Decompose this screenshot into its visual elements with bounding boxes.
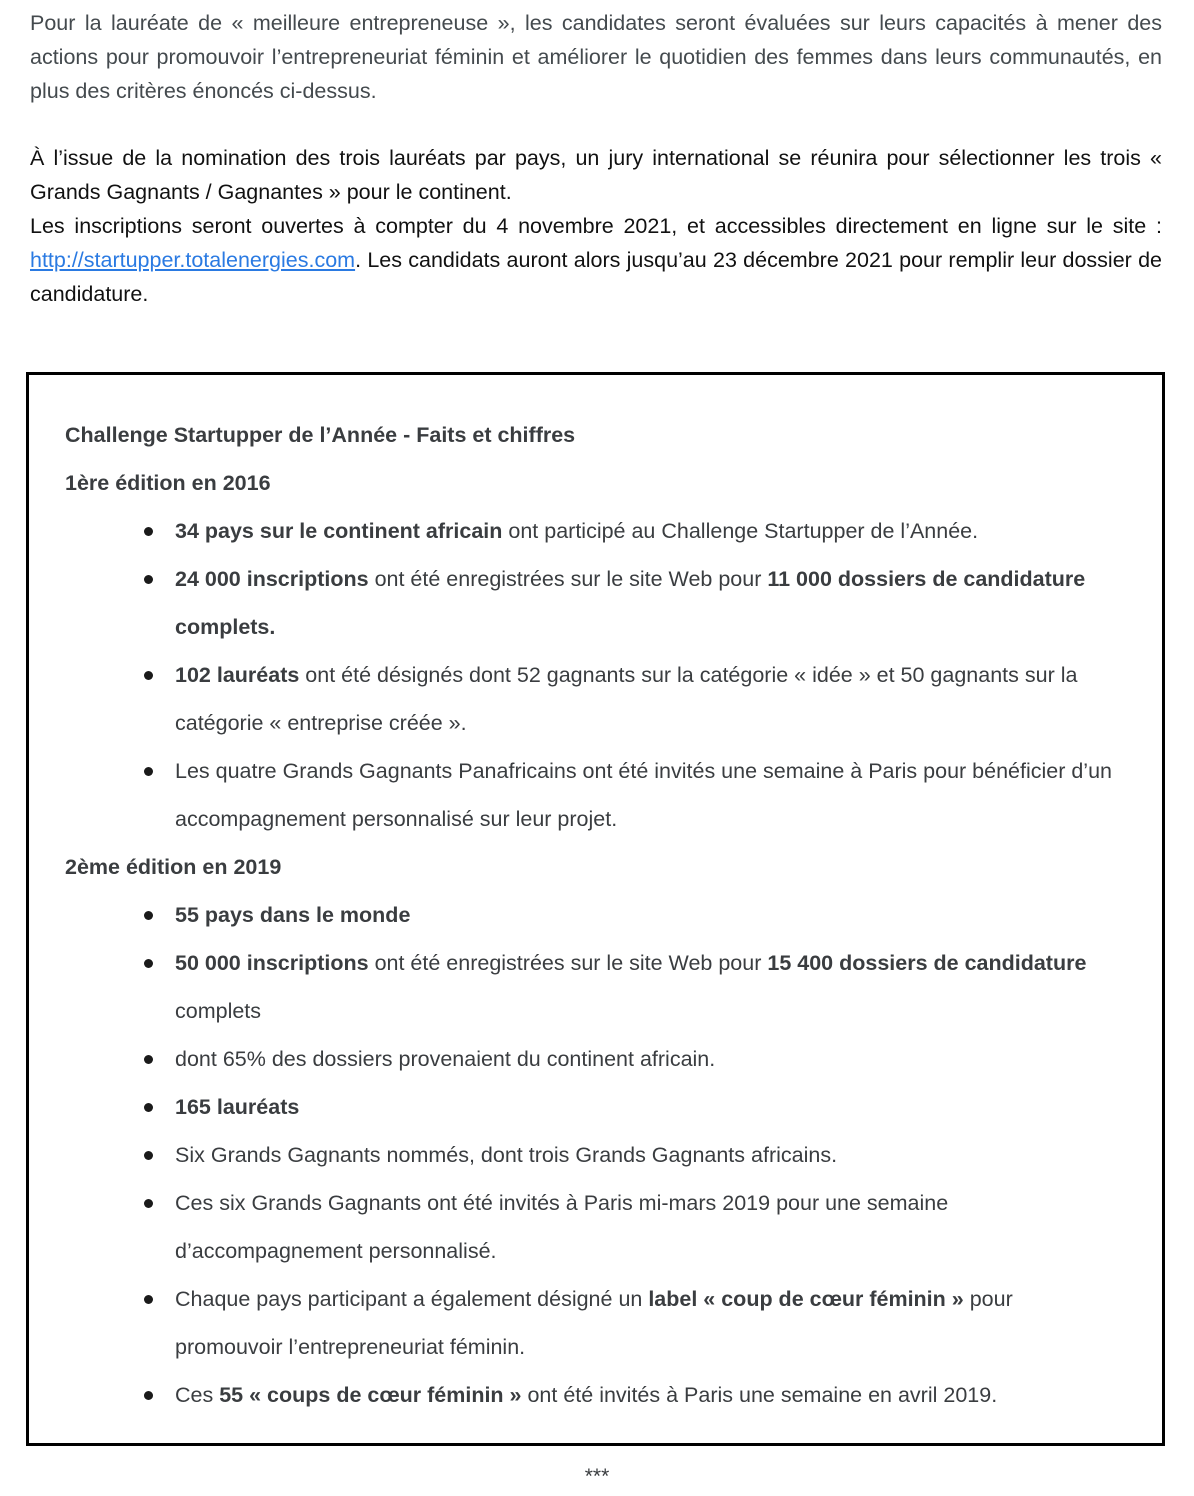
- item-text: ont été enregistrées sur le site Web pour: [368, 567, 768, 591]
- facts-title: Challenge Startupper de l’Année - Faits et chiffres: [65, 423, 576, 447]
- intro-paragraph-registration: [30, 209, 1162, 311]
- list-item: [175, 1371, 1125, 1419]
- facts-box: [26, 372, 1165, 1446]
- section-separator: ***: [584, 1465, 610, 1488]
- bold-text: 24 000 inscriptions: [175, 567, 369, 591]
- item-text: Chaque pays participant a également désigné un: [175, 1287, 649, 1311]
- bold-text: label « coup de cœur féminin »: [648, 1287, 964, 1311]
- registration-text-after: . Les candidats auront alors jusqu’au 23 décembre 2021 pour remplir leur dossier de candidature.: [30, 248, 1162, 306]
- list-item: [175, 507, 1125, 555]
- list-item: [175, 747, 1125, 843]
- item-text: complets: [175, 999, 262, 1023]
- bold-text: 102 lauréats: [175, 663, 300, 687]
- item-text: Six Grands Gagnants nommés, dont trois Grands Gagnants africains.: [175, 1143, 838, 1167]
- bold-text: 11 000 dossiers de candidature complets.: [175, 567, 1086, 639]
- intro-paragraph-evaluation: Pour la lauréate de « meilleure entrepreneuse », les candidates seront évaluées sur leurs capacités à mener des actions pour promouvoir l’entrepreneuriat féminin et améliorer le quotidien des femmes dans leurs communautés, en plus des critères énoncés ci-dessus.: [30, 11, 1162, 103]
- edition-2016-heading: 1ère édition en 2016: [65, 471, 271, 495]
- item-text: ont été enregistrées sur le site Web pour: [368, 951, 768, 975]
- bold-text: 34 pays sur le continent africain: [175, 519, 503, 543]
- list-item: [175, 891, 1125, 939]
- item-text: Ces: [175, 1383, 220, 1407]
- item-text: ont participé au Challenge Startupper de l’Année.: [502, 519, 979, 543]
- registration-text-before: Les inscriptions seront ouvertes à compter du 4 novembre 2021, et accessibles directement en ligne sur le site :: [30, 214, 1162, 238]
- list-item: [175, 1035, 1125, 1083]
- bold-text: 50 000 inscriptions: [175, 951, 369, 975]
- facts-content: [65, 411, 1125, 1419]
- edition-2016-list: [65, 507, 1125, 843]
- list-item: [175, 651, 1125, 747]
- startupper-link[interactable]: http://startupper.totalenergies.com: [30, 248, 356, 272]
- bold-text: 55 « coups de cœur féminin »: [219, 1383, 522, 1407]
- item-text: dont 65% des dossiers provenaient du continent africain.: [175, 1047, 716, 1071]
- item-text: Ces six Grands Gagnants ont été invités à Paris mi-mars 2019 pour une semaine d’accompagnement personnalisé.: [175, 1191, 949, 1263]
- bold-text: 55 pays dans le monde: [175, 903, 411, 927]
- bold-text: 165 lauréats: [175, 1095, 300, 1119]
- list-item: [175, 1083, 1125, 1131]
- item-text: pour promouvoir l’entrepreneuriat féminin.: [175, 1287, 1013, 1359]
- intro-paragraph-jury: À l’issue de la nomination des trois lauréats par pays, un jury international se réunira pour sélectionner les trois « Grands Gagnants / Gagnantes » pour le continent.: [30, 146, 1162, 204]
- item-text: Les quatre Grands Gagnants Panafricains ont été invités une semaine à Paris pour bénéficier d’un accompagnement personnalisé sur leur projet.: [175, 759, 1113, 831]
- edition-2019-heading: 2ème édition en 2019: [65, 855, 282, 879]
- list-item: [175, 1275, 1125, 1371]
- bold-text: 15 400 dossiers de candidature: [767, 951, 1087, 975]
- edition-2019-list: [65, 891, 1125, 1419]
- list-item: [175, 1131, 1125, 1179]
- list-item: [175, 1179, 1125, 1275]
- list-item: [175, 939, 1125, 1035]
- item-text: ont été invités à Paris une semaine en avril 2019.: [521, 1383, 998, 1407]
- item-text: ont été désignés dont 52 gagnants sur la catégorie « idée » et 50 gagnants sur la catégorie « entreprise créée ».: [175, 663, 1078, 735]
- list-item: [175, 555, 1125, 651]
